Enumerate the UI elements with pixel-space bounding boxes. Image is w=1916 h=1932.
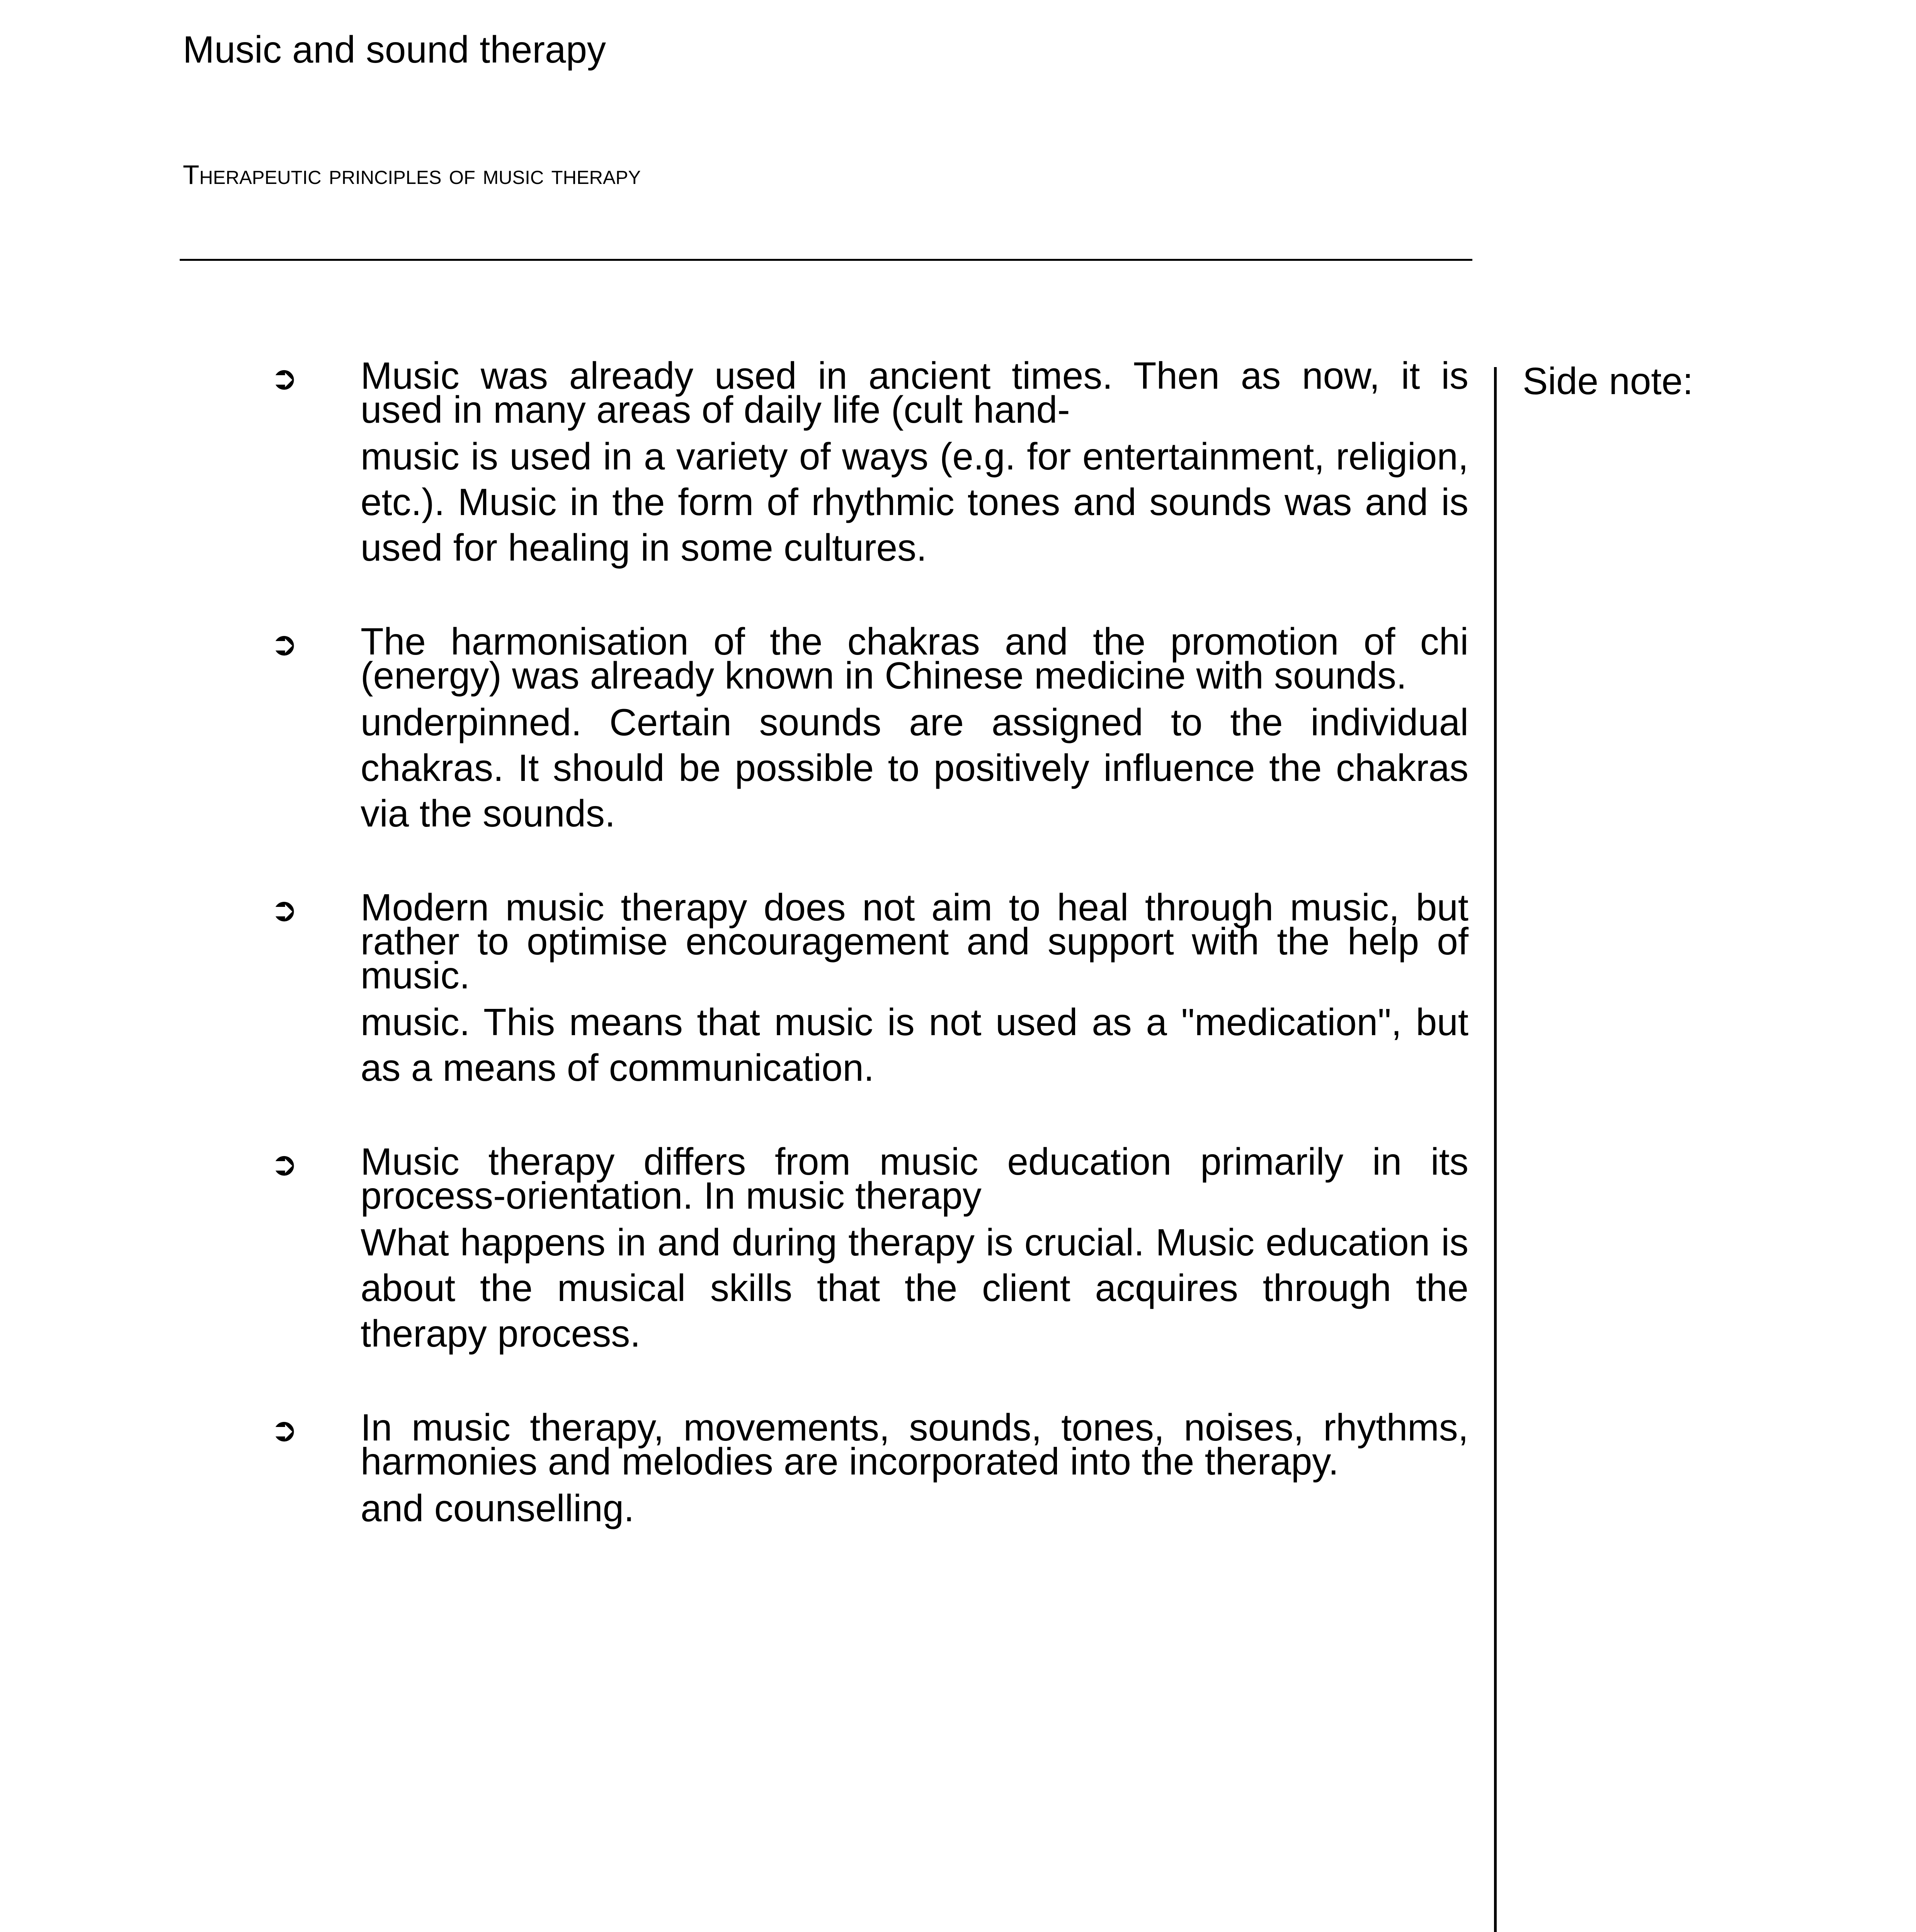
bullet-line: music.: [361, 954, 470, 997]
bullet-line: rather to optimise encouragement and support with the help of: [361, 920, 1468, 963]
arrow-bullet-icon: ➲: [271, 891, 298, 929]
bullet-line: (energy) was already known in Chinese medicine with sounds.: [361, 654, 1407, 697]
bullet-item: [271, 1140, 1468, 1356]
bullet-paragraph: underpinned. Certain sounds are assigned to the individual chakras. It should be possible to positively influence the chakras via the sounds.: [361, 701, 1468, 835]
bullet-item: [271, 886, 1468, 1090]
bullet-line: Music was already used in ancient times. Then as now, it is: [361, 354, 1468, 397]
bullet-item: [271, 1406, 1468, 1531]
arrow-bullet-icon: ➲: [271, 1411, 298, 1449]
bullet-item: [271, 620, 1468, 836]
chapter-title: Therapeutic principles of music therapy: [183, 160, 641, 190]
bullet-paragraph: and counselling.: [361, 1487, 635, 1529]
document-title: Music and sound therapy: [183, 28, 606, 71]
bullet-line: The harmonisation of the chakras and the promotion of chi: [361, 620, 1468, 663]
bullet-line: used in many areas of daily life (cult hand-: [361, 388, 1070, 431]
bullet-paragraph: music is used in a variety of ways (e.g. for entertainment, religion, etc.). Music in the form of rhythmic tones and sounds was and is used for healing in some cultures.: [361, 435, 1468, 569]
bullet-line: Music therapy differs from music education primarily in its: [361, 1140, 1468, 1183]
bullet-paragraph: music. This means that music is not used as a "medication", but as a means of communication.: [361, 1001, 1468, 1089]
bullet-item: [271, 354, 1468, 570]
side-note-label: Side note:: [1523, 360, 1693, 402]
bullet-list: [271, 354, 1468, 1531]
side-column-divider: [1494, 367, 1497, 1932]
arrow-bullet-icon: ➲: [271, 625, 298, 663]
bullet-line: process-orientation. In music therapy: [361, 1174, 982, 1217]
bullet-line: Modern music therapy does not aim to heal through music, but: [361, 886, 1468, 929]
header-divider: [180, 259, 1472, 261]
arrow-bullet-icon: ➲: [271, 359, 298, 397]
bullet-paragraph: What happens in and during therapy is crucial. Music education is about the musical skills that the client acquires through the therapy process.: [361, 1221, 1468, 1355]
bullet-line: harmonies and melodies are incorporated into the therapy.: [361, 1440, 1339, 1483]
bullet-line: In music therapy, movements, sounds, tones, noises, rhythms,: [361, 1406, 1468, 1449]
arrow-bullet-icon: ➲: [271, 1145, 298, 1183]
